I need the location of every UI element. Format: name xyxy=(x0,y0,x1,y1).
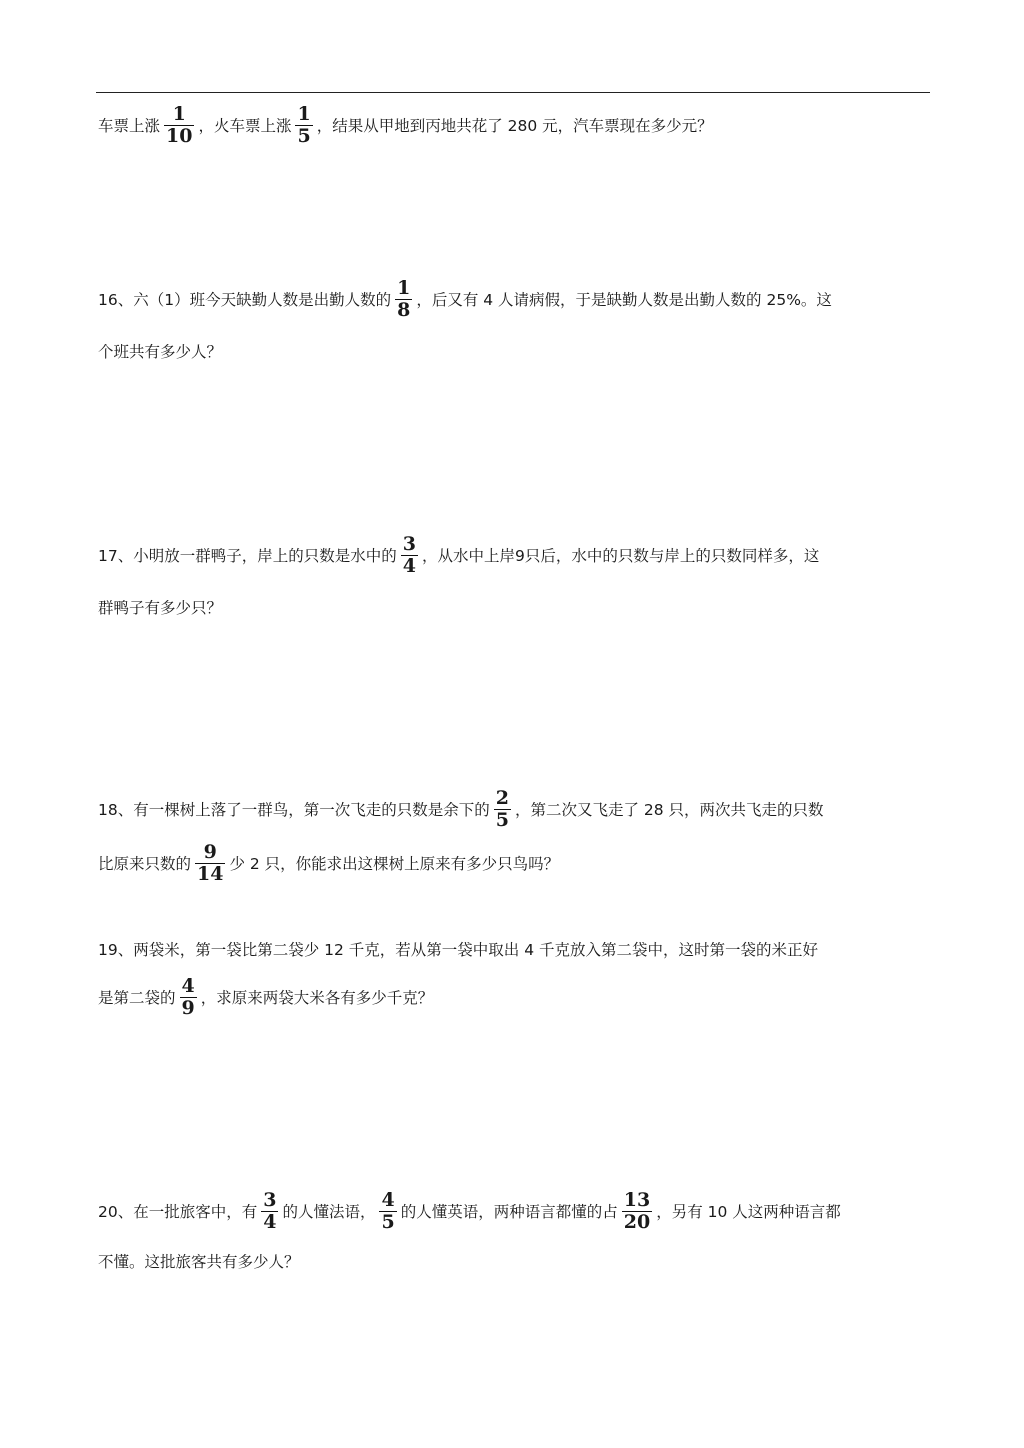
denominator: 14 xyxy=(197,862,224,885)
fraction xyxy=(401,534,418,577)
denominator: 4 xyxy=(263,1210,277,1233)
numerator: 3 xyxy=(402,532,416,555)
text: 少 2 只，你能求出这棵树上原来有多少只鸟吗？ xyxy=(229,855,560,873)
denominator: 10 xyxy=(166,124,193,147)
text: 车票上涨 xyxy=(98,117,161,135)
text: ，求原来两袋大米各有多少千克？ xyxy=(200,989,434,1007)
problem-20-line-1 xyxy=(98,1186,841,1236)
denominator: 5 xyxy=(495,808,509,831)
numerator: 4 xyxy=(381,1188,395,1211)
fraction xyxy=(180,976,197,1019)
text: 17、小明放一群鸭子，岸上的只数是水中的 xyxy=(98,547,397,565)
text: 是第二袋的 xyxy=(98,989,176,1007)
fraction xyxy=(622,1190,652,1233)
problem-19-line-2 xyxy=(98,972,433,1022)
text: ，另有 10 人这两种语言都 xyxy=(656,1203,841,1221)
text: 群鸭子有多少只？ xyxy=(98,599,223,617)
text: ，结果从甲地到丙地共花了 280 元，汽车票现在多少元？ xyxy=(316,117,713,135)
fraction xyxy=(261,1190,278,1233)
text: 不懂。这批旅客共有多少人？ xyxy=(98,1253,300,1271)
text: 的人懂英语，两种语言都懂的占 xyxy=(400,1203,618,1221)
text: 16、六（1）班今天缺勤人数是出勤人数的 xyxy=(98,291,392,309)
numerator: 1 xyxy=(397,276,411,299)
numerator: 3 xyxy=(263,1188,277,1211)
fraction xyxy=(379,1190,396,1233)
numerator: 1 xyxy=(172,102,186,125)
text: 比原来只数的 xyxy=(98,855,192,873)
numerator: 1 xyxy=(297,102,311,125)
denominator: 4 xyxy=(402,554,416,577)
denominator: 9 xyxy=(181,996,195,1019)
fraction xyxy=(164,104,194,147)
text: 18、有一棵树上落了一群鸟，第一次飞走的只数是余下的 xyxy=(98,801,490,819)
text: 19、两袋米，第一袋比第二袋少 12 千克，若从第一袋中取出 4 千克放入第二袋中，这时第一袋的米正好 xyxy=(98,941,819,959)
denominator: 5 xyxy=(297,124,311,147)
numerator: 13 xyxy=(623,1188,651,1211)
denominator: 5 xyxy=(381,1210,395,1233)
problem-15-line-1 xyxy=(98,100,713,150)
denominator: 20 xyxy=(623,1210,651,1233)
denominator: 8 xyxy=(397,298,411,321)
fraction xyxy=(395,278,412,321)
text: ，火车票上涨 xyxy=(198,117,292,135)
fraction xyxy=(494,788,511,831)
numerator: 4 xyxy=(181,974,195,997)
text: 的人懂法语， xyxy=(282,1203,376,1221)
fraction xyxy=(195,842,225,885)
header-rule xyxy=(96,92,930,93)
text: ，后又有 4 人请病假，于是缺勤人数是出勤人数的 25%。这 xyxy=(416,291,832,309)
problem-19-line-1 xyxy=(98,924,818,974)
numerator: 9 xyxy=(203,840,217,863)
text: ，从水中上岸9只后，水中的只数与岸上的只数同样多，这 xyxy=(421,547,820,565)
problem-17-line-2 xyxy=(98,582,222,632)
problem-18-line-1 xyxy=(98,784,824,834)
text: 个班共有多少人？ xyxy=(98,343,223,361)
problem-20-line-2 xyxy=(98,1236,300,1286)
problem-17-line-1 xyxy=(98,530,819,580)
fraction xyxy=(295,104,312,147)
problem-18-line-2 xyxy=(98,838,559,888)
problem-16-line-1 xyxy=(98,274,832,324)
numerator: 2 xyxy=(495,786,509,809)
text: 20、在一批旅客中，有 xyxy=(98,1203,258,1221)
text: ，第二次又飞走了 28 只，两次共飞走的只数 xyxy=(514,801,824,819)
problem-16-line-2 xyxy=(98,326,222,376)
